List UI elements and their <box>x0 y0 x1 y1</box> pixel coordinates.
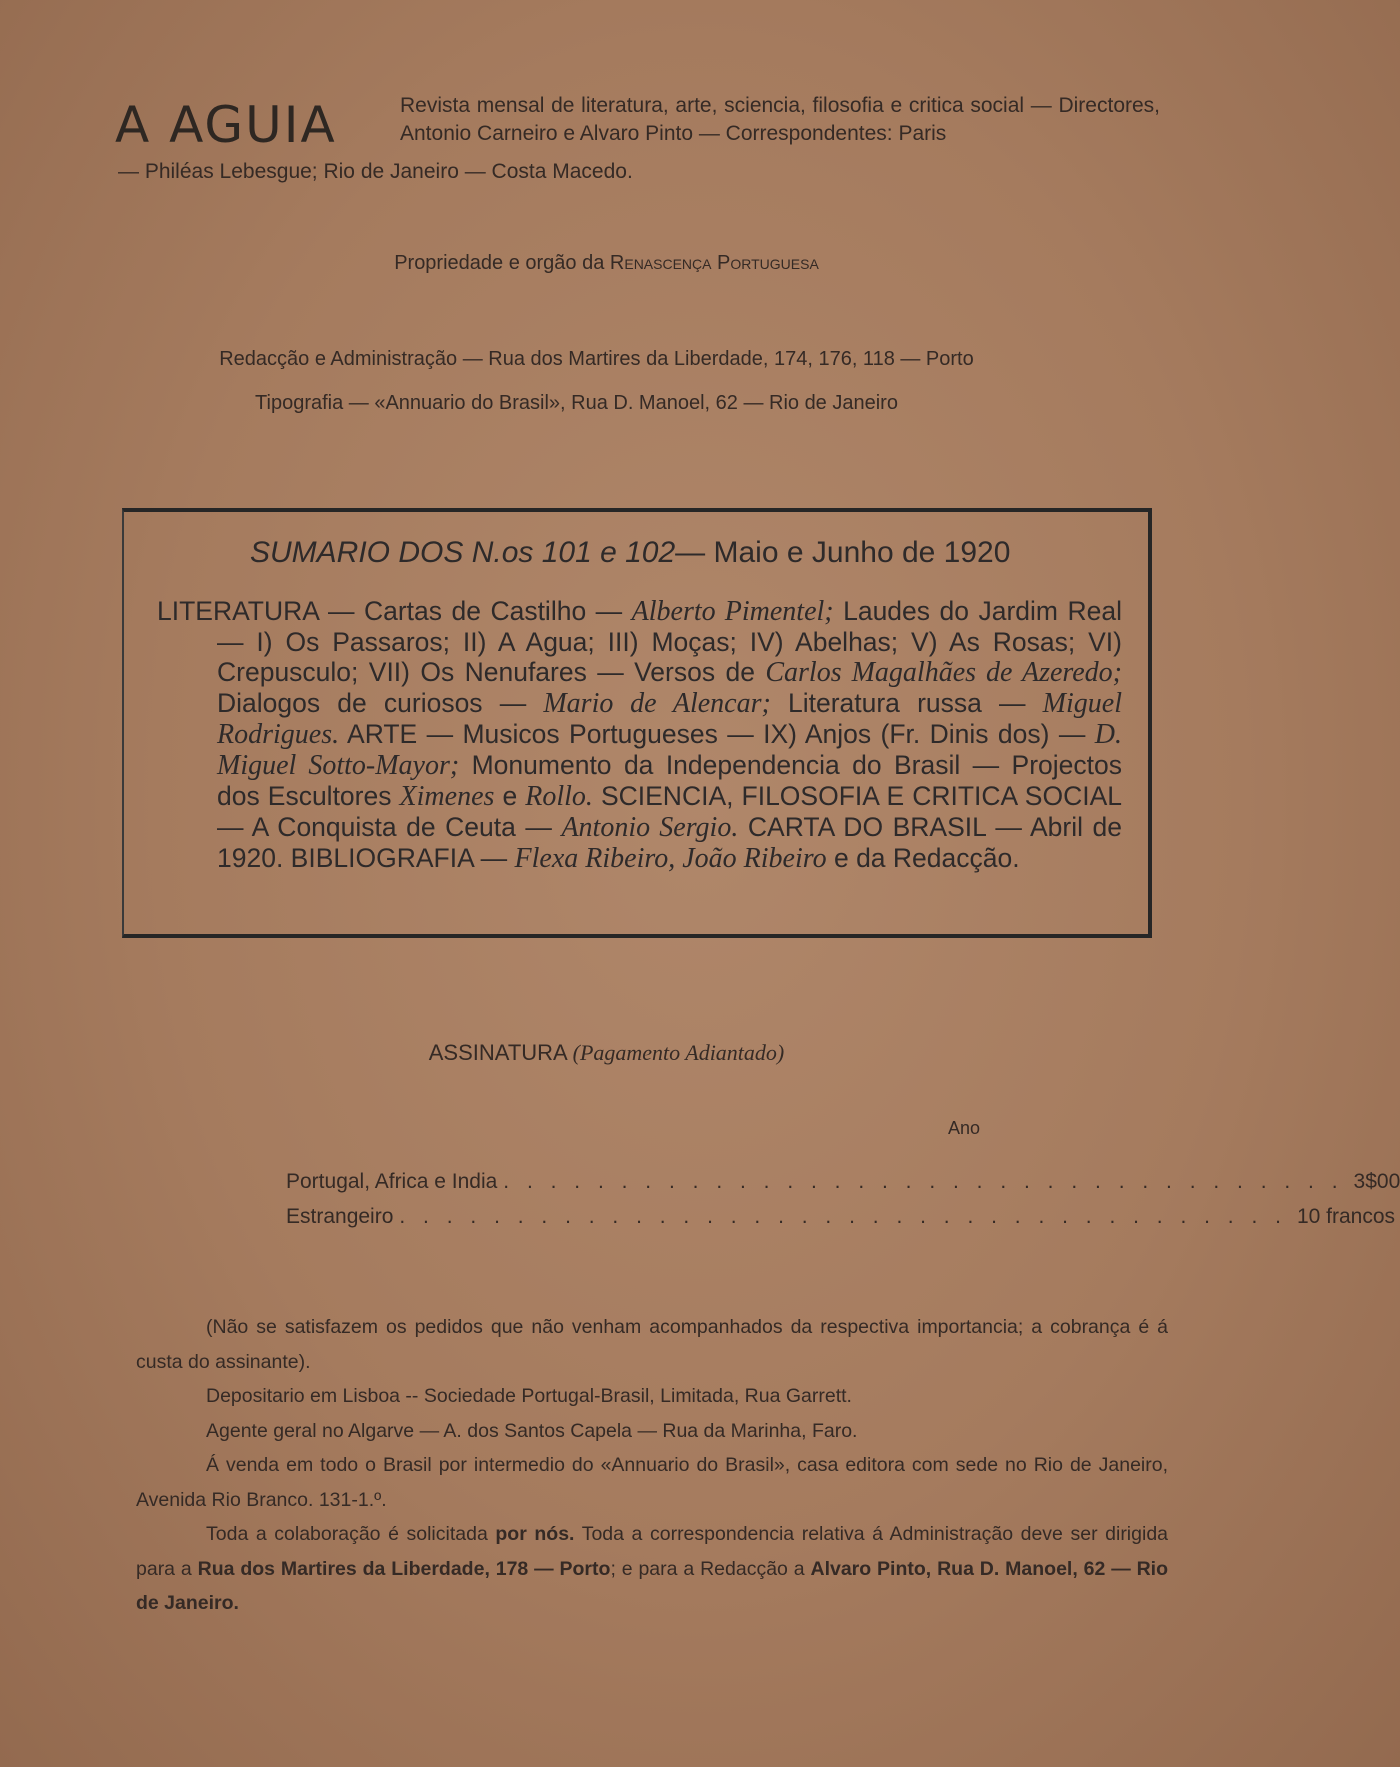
note-text: ; e para a Redacção a <box>610 1557 805 1580</box>
ownership-line <box>0 252 1213 275</box>
summary-author: Mario de Alencar; <box>543 688 771 719</box>
note-bold: Alvaro Pinto, Rua D. Manoel, 62 — Rio de Janeiro. <box>136 1557 1168 1614</box>
price-value: 10 francos <box>1296 1205 1396 1228</box>
summary-author: Miguel Rodrigues. <box>217 688 1122 750</box>
section-carta: CARTA DO BRASIL — Abril de 1920. BIBLIOGRAFIA — <box>217 812 1122 873</box>
summary-text: e da Redacção. <box>833 843 1020 873</box>
summary-author: Antonio Sergio. <box>561 812 739 843</box>
leader-dots: . . . . . . . . . . . . . . . . . . . . . . . . . . . . . . . . . . . . <box>503 1170 1344 1193</box>
summary-author: Flexa Ribeiro, João Ribeiro <box>514 843 827 874</box>
price-label: Portugal, Africa e India <box>286 1170 498 1193</box>
summary-text: e <box>502 781 518 811</box>
masthead-description-cont: — Philéas Lebesgue; Rio de Janeiro — Costa Macedo. <box>118 160 633 183</box>
summary-text: Cartas de Castilho — <box>363 596 623 626</box>
summary-text: Laudes do Jardim Real — I) Os Passaros; II) A Agua; III) Moças; IV) Abelhas; V) As Rosas; VI) Crepusculo; VII) Os Nenufares — Versos de <box>217 596 1122 687</box>
masthead-title: A AGUIA <box>115 96 337 154</box>
summary-author: Ximenes <box>399 781 495 812</box>
note-paragraph: Á venda em todo o Brasil por intermedio do «Annuario do Brasil», casa editora com sede no Rio de Janeiro, Avenida Rio Branco. 131-1.º. <box>136 1454 1168 1511</box>
note-paragraph <box>136 1517 1168 1621</box>
subscription-title-text: ASSINATURA <box>428 1040 567 1065</box>
masthead-description: Revista mensal de literatura, arte, sciencia, filosofia e critica social — Directores, Antonio Carneiro e Alvaro Pinto — Correspondentes: Paris <box>400 94 1160 145</box>
note-bold: por nós. <box>495 1523 575 1545</box>
tipografia-address: Tipografia — «Annuario do Brasil», Rua D. Manoel, 62 — Rio de Janeiro <box>255 392 898 414</box>
note-paragraph: Agente geral no Algarve — A. dos Santos Capela — Rua da Marinha, Faro. <box>206 1419 858 1442</box>
section-sciencia: SCIENCIA, FILOSOFIA E CRITICA SOCIAL — A Conquista de Ceuta — <box>217 781 1122 842</box>
summary-text: Literatura russa — <box>787 688 1026 718</box>
summary-text: Dialogos de curiosos — <box>217 688 527 718</box>
summary-author: Rollo. <box>525 781 593 812</box>
leader-dots: . . . . . . . . . . . . . . . . . . . . . . . . . . . . . . . . . . . . . . <box>399 1205 1287 1228</box>
summary-author: Carlos Magalhães de Azeredo; <box>765 657 1122 688</box>
summary-body <box>157 596 1122 874</box>
summary-text: Monumento da Independencia do Brasil — Projectos dos Escultores <box>217 750 1122 811</box>
ownership-prefix: Propriedade e orgão da <box>394 252 605 274</box>
note-text: Toda a correspondencia relativa á Administração deve ser dirigida para a <box>136 1523 1169 1580</box>
price-value: 3$00 <box>1353 1170 1400 1193</box>
note-bold: Rua dos Martires da Liberdade, 178 — Porto <box>197 1557 611 1580</box>
summary-title <box>250 536 1010 570</box>
price-row <box>286 1170 1400 1194</box>
price-row <box>286 1205 1396 1229</box>
redaccao-address: Redacção e Administração — Rua dos Martires da Liberdade, 174, 176, 118 — Porto <box>219 348 974 370</box>
note-paragraph: Depositario em Lisboa -- Sociedade Portugal-Brasil, Limitada, Rua Garrett. <box>206 1385 852 1407</box>
subscription-title <box>0 1040 1213 1066</box>
summary-title-date: — Maio e Junho de 1920 <box>675 536 1011 569</box>
summary-title-issue: SUMARIO DOS N.os 101 e 102 <box>250 536 676 569</box>
notes <box>136 1310 1168 1621</box>
price-column-header: Ano <box>948 1118 981 1138</box>
note-paragraph: (Não se satisfazem os pedidos que não venham acompanhados da respectiva importancia; a cobrança é á custa do assinante). <box>136 1316 1168 1373</box>
ownership-org: Renascença Portuguesa <box>609 252 819 274</box>
section-literatura: LITERATURA — <box>157 596 355 626</box>
subscription-note: (Pagamento Adiantado) <box>572 1040 785 1065</box>
summary-author: D. Miguel Sotto-Mayor; <box>217 719 1122 781</box>
summary-author: Alberto Pimentel; <box>631 596 834 627</box>
section-arte: ARTE — Musicos Portugueses — IX) Anjos (Fr. Dinis dos) — <box>347 719 1086 749</box>
note-text: Toda a colaboração é solicitada <box>206 1523 488 1545</box>
price-label: Estrangeiro <box>286 1205 394 1228</box>
